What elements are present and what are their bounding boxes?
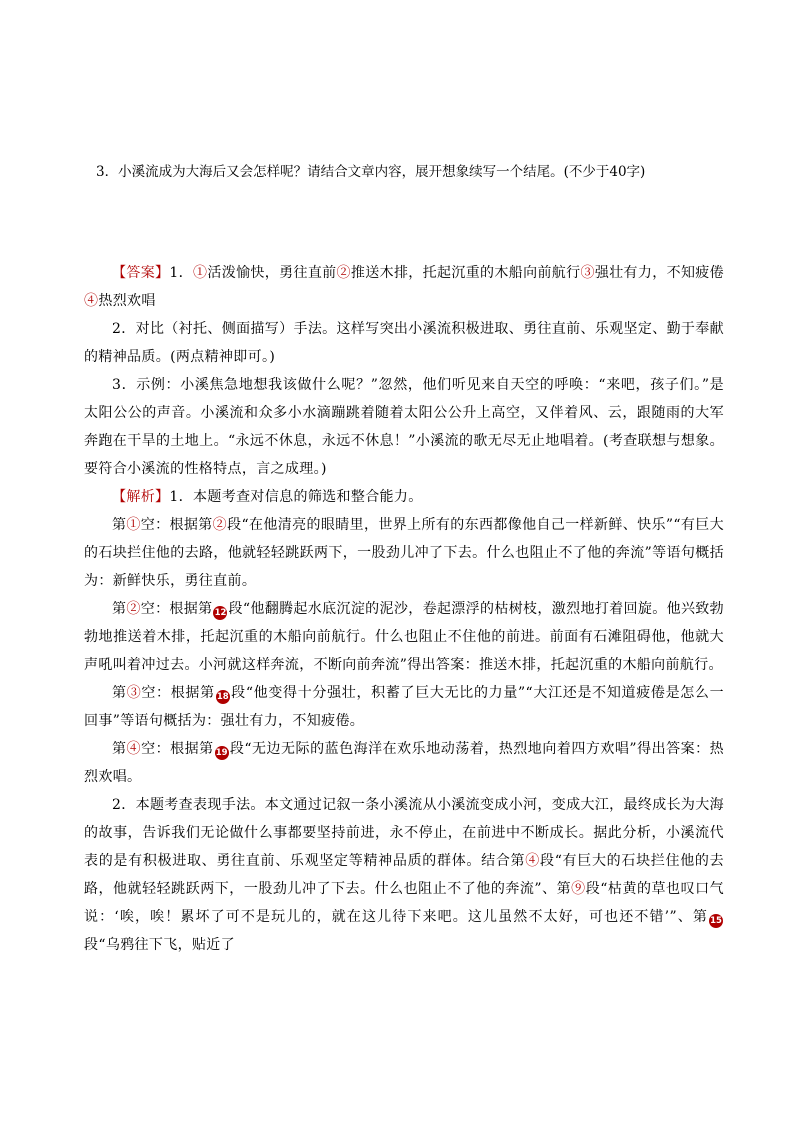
blank-1-text: 段“在他清亮的眼睛里，世界上所有的东西都像他自己一样新鲜、快乐”“有巨大的石块拦住他的去路，他就轻轻跳跃两下，一股劲儿冲了下去。什么也阻止不了他的奔流”等语句概括为：新鲜快乐，勇往直前。 bbox=[84, 517, 725, 589]
blank-1-pre: 第 bbox=[112, 517, 127, 533]
analysis-blank-3 bbox=[84, 679, 724, 735]
answer-analysis-body bbox=[84, 259, 724, 959]
blank-4-circled: ④ bbox=[126, 741, 142, 757]
blank-2-pre: 第 bbox=[112, 601, 127, 617]
analysis-paragraph-1 bbox=[84, 483, 724, 511]
analysis-2-paragraph-ref-2: ⑨ bbox=[571, 881, 586, 897]
blank-4-pre: 第 bbox=[112, 741, 127, 757]
blank-4-text: 段“无边无际的蓝色海洋在欢乐地动荡着，热烈地向着四方欢唱”得出答案：热烈欢唱。 bbox=[84, 741, 725, 785]
answer-paragraph-2: 2．对比（衬托、侧面描写）手法。这样写突出小溪流积极进取、勇往直前、乐观坚定、勤于奉献的精神品质。(两点精神即可。) bbox=[84, 321, 724, 365]
circled-number-4: ④ bbox=[84, 293, 99, 309]
analysis-2-text-c: 段“枯黄的草也叹口气说：‘唉，唉！累坏了可不是玩儿的，就在这儿待下来吧。这儿虽然不太好，可也还不错’”、第 bbox=[84, 881, 724, 925]
analysis-tag: 【解析】 bbox=[112, 489, 170, 505]
analysis-blank-2 bbox=[84, 595, 724, 679]
answer-1-item-1: 活泼愉快，勇往直前 bbox=[207, 265, 337, 281]
answer-tag: 【答案】 bbox=[112, 265, 170, 281]
analysis-2-text-b: 段“有巨大的石块拦住他的去路，他就轻轻跳跃两下，一股劲儿冲了下去。什么也阻止不了他的奔流”、第 bbox=[84, 853, 724, 897]
blank-3-pre: 第 bbox=[112, 685, 127, 701]
blank-2-mid: 空：根据第 bbox=[140, 601, 213, 617]
analysis-paragraph-2 bbox=[84, 791, 724, 959]
analysis-2-text-a: 2．本题考查表现手法。本文通过记叙一条小溪流从小溪流变成小河，变成大江，最终成长为大海的故事，告诉我们无论做什么事都要坚持前进，永不停止，在前进中不断成长。据此分析，小溪流代表的是有积极进取、勇往直前、乐观坚定等精神品质的群体。结合第 bbox=[84, 797, 724, 869]
answer-1-item-2: 推送木排，托起沉重的木船向前航行 bbox=[350, 265, 581, 281]
answer-1-item-4: 热烈欢唱 bbox=[98, 293, 156, 309]
blank-3-circled: ③ bbox=[126, 685, 142, 701]
blank-3-paragraph-ref: 18 bbox=[216, 692, 229, 702]
blank-3-text: 段“他变得十分强壮，积蓄了巨大无比的力量”“大江还是不知道疲倦是怎么一回事”等语句概括为：强壮有力，不知疲倦。 bbox=[84, 685, 724, 729]
answer-1-prefix: 1． bbox=[169, 265, 194, 281]
answer-paragraph-3: 3．示例：小溪焦急地想我该做什么呢？”忽然，他们听见来自天空的呼唤：“来吧，孩子们。”是太阳公公的声音。小溪流和众多小水滴蹦跳着随着太阳公公升上高空，又伴着风、云，跟随雨的大军奔跑在干旱的土地上。“永远不休息，永远不休息！”小溪流的歌无尽无止地唱着。(考查联想与想象。要符合小溪流的性格特点，言之成理。) bbox=[84, 377, 724, 477]
analysis-blank-4 bbox=[84, 735, 724, 791]
blank-2-circled: ② bbox=[126, 601, 141, 617]
answer-1-item-3: 强壮有力，不知疲倦 bbox=[594, 265, 725, 281]
analysis-2-text-d: 段“乌鸦往下飞，贴近了 bbox=[84, 937, 236, 953]
circled-number-1: ① bbox=[193, 265, 208, 281]
blank-4-paragraph-ref: 19 bbox=[215, 748, 228, 758]
question-3: 3．小溪流成为大海后又会怎样呢？请结合文章内容，展开想象续写一个结尾。(不少于40字) bbox=[96, 164, 646, 180]
blank-1-circled: ① bbox=[126, 517, 141, 533]
analysis-2-paragraph-ref-3: 15 bbox=[710, 916, 722, 926]
circled-number-3: ③ bbox=[580, 265, 595, 281]
blank-3-mid: 空：根据第 bbox=[141, 685, 215, 701]
blank-1-paragraph-ref: ② bbox=[212, 517, 228, 533]
answer-paragraph-1 bbox=[84, 259, 724, 315]
circled-number-2: ② bbox=[336, 265, 351, 281]
analysis-1-text: 1．本题考查对信息的筛选和整合能力。 bbox=[169, 489, 423, 505]
analysis-2-paragraph-ref-1: ④ bbox=[525, 853, 540, 869]
blank-2-paragraph-ref: 12 bbox=[214, 608, 227, 618]
analysis-blank-1 bbox=[84, 511, 724, 595]
blank-4-mid: 空：根据第 bbox=[141, 741, 214, 757]
blank-1-mid: 空：根据第 bbox=[140, 517, 213, 533]
blank-2-text: 段“他翻腾起水底沉淀的泥沙，卷起漂浮的枯树枝，激烈地打着回旋。他兴致勃勃地推送着木排，托起沉重的木船向前航行。什么也阻止不住他的前进。前面有石滩阻碍他，他就大声吼叫着冲过去。小河就这样奔流，不断向前奔流”得出答案：推送木排，托起沉重的木船向前航行。 bbox=[84, 601, 724, 673]
